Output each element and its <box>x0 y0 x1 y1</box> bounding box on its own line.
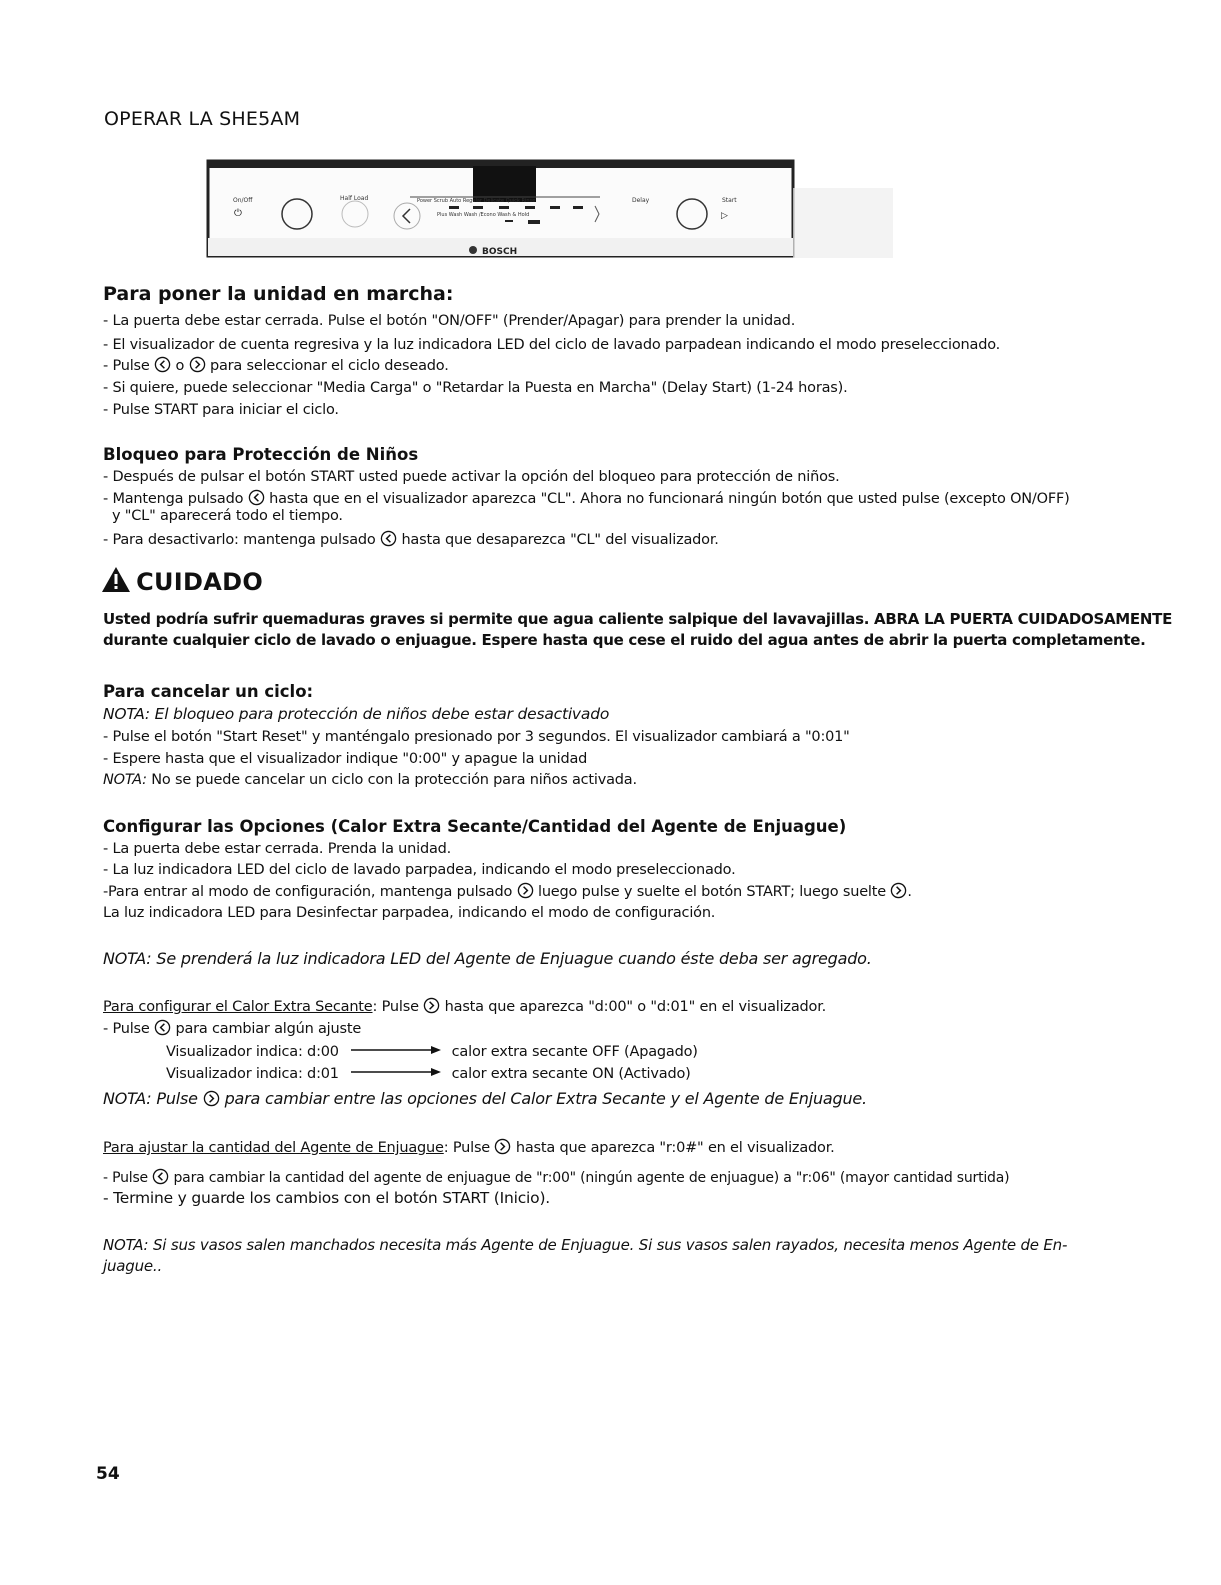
start-line-5: - Pulse START para iniciar el ciclo. <box>103 402 339 418</box>
text: o <box>175 358 185 374</box>
dry-note <box>103 1089 867 1108</box>
right-arrow-button-icon <box>189 356 206 373</box>
text: -Para entrar al modo de configuración, mantenga pulsado <box>103 884 513 900</box>
left-arrow-button-icon <box>152 1168 169 1185</box>
child-lock-line-1: - Después de pulsar el botón START usted puede activar la opción del bloqueo para protección de niños. <box>103 469 840 485</box>
text: para cambiar entre las opciones del Calor Extra Secante y el Agente de Enjuague. <box>224 1089 867 1108</box>
right-arrow-button-icon <box>203 1090 220 1107</box>
text: Visualizador indica: d:00 <box>166 1044 339 1060</box>
panel-on-off-label: On/Off <box>233 197 253 204</box>
svg-text:⏻: ⏻ <box>234 208 242 219</box>
text: : Pulse <box>443 1140 491 1156</box>
options-line-4: La luz indicadora LED para Desinfectar parpadea, indicando el modo de configuración. <box>103 905 716 921</box>
text: - Pulse <box>103 1170 148 1186</box>
cancel-line-1: - Pulse el botón "Start Reset" y manténgalo presionado por 3 segundos. El visualizador cambiará a "0:01" <box>103 729 850 745</box>
panel-half-load-label: Half Load <box>340 195 369 202</box>
text: luego pulse y suelte el botón START; luego suelte <box>537 884 886 900</box>
caution-heading <box>101 566 263 596</box>
caution-title: CUIDADO <box>136 568 264 596</box>
text: para cambiar algún ajuste <box>175 1021 362 1037</box>
control-panel-image <box>205 158 895 262</box>
caution-line-1: Usted podría sufrir quemaduras graves si permite que agua caliente salpique del lavavajillas. ABRA LA PUERTA CUIDADOSAMENTE <box>103 610 1173 628</box>
panel-drawing <box>205 158 895 262</box>
note-label: NOTA: <box>103 772 147 788</box>
dry-row-1 <box>166 1044 698 1060</box>
panel-programs-label: Power Scrub Auto Regular Delicate Quick Rinse <box>417 198 536 204</box>
cancel-line-3 <box>103 772 637 788</box>
svg-text:▷: ▷ <box>721 211 728 221</box>
text: calor extra secante OFF (Apagado) <box>451 1044 698 1060</box>
text: - Pulse <box>103 1021 150 1037</box>
child-lock-line-2 <box>103 489 1070 507</box>
rinse-line-1 <box>103 1138 835 1156</box>
options-line-3 <box>103 882 912 900</box>
child-lock-line-3: y "CL" aparecerá todo el tiempo. <box>112 508 343 524</box>
text: NOTA: Pulse <box>103 1089 198 1108</box>
right-arrow-button-icon <box>890 882 907 899</box>
dry-heading: Para configurar el Calor Extra Secante <box>103 999 373 1015</box>
page-number: 54 <box>96 1464 120 1484</box>
rinse-line-3: - Termine y guarde los cambios con el botón START (Inicio). <box>103 1189 551 1207</box>
left-arrow-button-icon <box>154 356 171 373</box>
text: calor extra secante ON (Activado) <box>451 1066 691 1082</box>
right-arrow-button-icon <box>517 882 534 899</box>
cancel-line-2: - Espere hasta que el visualizador indique "0:00" y apague la unidad <box>103 751 588 767</box>
start-section-title: Para poner la unidad en marcha: <box>103 283 454 305</box>
text: - Mantenga pulsado <box>103 491 244 507</box>
child-lock-line-4 <box>103 530 719 548</box>
options-line-1: - La puerta debe estar cerrada. Prenda la unidad. <box>103 841 452 857</box>
left-arrow-button-icon <box>380 530 397 547</box>
text: Visualizador indica: d:01 <box>166 1066 339 1082</box>
text: hasta que aparezca "r:0#" en el visualizador. <box>515 1140 835 1156</box>
cancel-title: Para cancelar un ciclo: <box>103 682 314 701</box>
arrow-right-icon <box>347 1045 443 1055</box>
rinse-heading: Para ajustar la cantidad del Agente de Enjuague <box>103 1140 444 1156</box>
panel-brand-logo: BOSCH <box>482 247 518 257</box>
text: para seleccionar el ciclo deseado. <box>209 358 449 374</box>
left-arrow-button-icon <box>248 489 265 506</box>
text: : Pulse <box>372 999 419 1015</box>
page-title: OPERAR LA SHE5AM <box>104 108 301 130</box>
dry-line-2 <box>103 1019 361 1037</box>
panel-programs-label-2: Plus Wash Wash /Econo Wash & Hold <box>437 212 530 218</box>
options-note: NOTA: Se prenderá la luz indicadora LED del Agente de Enjuague cuando éste deba ser agregado. <box>103 949 872 968</box>
text: . <box>907 884 912 900</box>
left-arrow-button-icon <box>154 1019 171 1036</box>
start-line-1: - La puerta debe estar cerrada. Pulse el botón "ON/OFF" (Prender/Apagar) para prender la unidad. <box>103 313 796 329</box>
text: - Para desactivarlo: mantenga pulsado <box>103 532 376 548</box>
text: No se puede cancelar un ciclo con la protección para niños activada. <box>146 772 637 788</box>
options-line-2: - La luz indicadora LED del ciclo de lavado parpadea, indicando el modo preseleccionado. <box>103 862 736 878</box>
options-title: Configurar las Opciones (Calor Extra Secante/Cantidad del Agente de Enjuague) <box>103 817 847 836</box>
child-lock-title: Bloqueo para Protección de Niños <box>103 445 419 464</box>
rinse-line-2 <box>103 1168 1009 1186</box>
rinse-note-2: juague.. <box>103 1257 163 1275</box>
right-arrow-button-icon <box>423 997 440 1014</box>
text: - Pulse <box>103 358 150 374</box>
panel-delay-label: Delay <box>632 197 650 204</box>
warning-triangle-icon <box>101 566 131 593</box>
dry-line-1 <box>103 997 826 1015</box>
cancel-note: NOTA: El bloqueo para protección de niños debe estar desactivado <box>103 705 610 723</box>
dry-row-2 <box>166 1066 691 1082</box>
rinse-note-1: NOTA: Si sus vasos salen manchados necesita más Agente de Enjuague. Si sus vasos salen rayados, necesita menos Agente de En- <box>103 1236 1068 1254</box>
start-line-3 <box>103 356 449 374</box>
start-line-2: - El visualizador de cuenta regresiva y la luz indicadora LED del ciclo de lavado parpadean indicando el modo preseleccionado. <box>103 337 1001 353</box>
text: hasta que desaparezca "CL" del visualizador. <box>401 532 719 548</box>
start-line-4: - Si quiere, puede seleccionar "Media Carga" o "Retardar la Puesta en Marcha" (Delay Start) (1-24 horas). <box>103 380 848 396</box>
arrow-right-icon <box>347 1067 443 1077</box>
caution-line-2: durante cualquier ciclo de lavado o enjuague. Espere hasta que cese el ruido del agua antes de abrir la puerta completamente. <box>103 631 1146 649</box>
text: hasta que aparezca "d:00" o "d:01" en el visualizador. <box>444 999 827 1015</box>
text: hasta que en el visualizador aparezca "CL". Ahora no funcionará ningún botón que usted pulse (excepto ON/OFF) <box>269 491 1070 507</box>
panel-start-label: Start <box>722 197 737 204</box>
text: para cambiar la cantidad del agente de enjuague de "r:00" (ningún agente de enjuague) a "r:06" (mayor cantidad surtida) <box>173 1170 1010 1186</box>
right-arrow-button-icon <box>494 1138 511 1155</box>
